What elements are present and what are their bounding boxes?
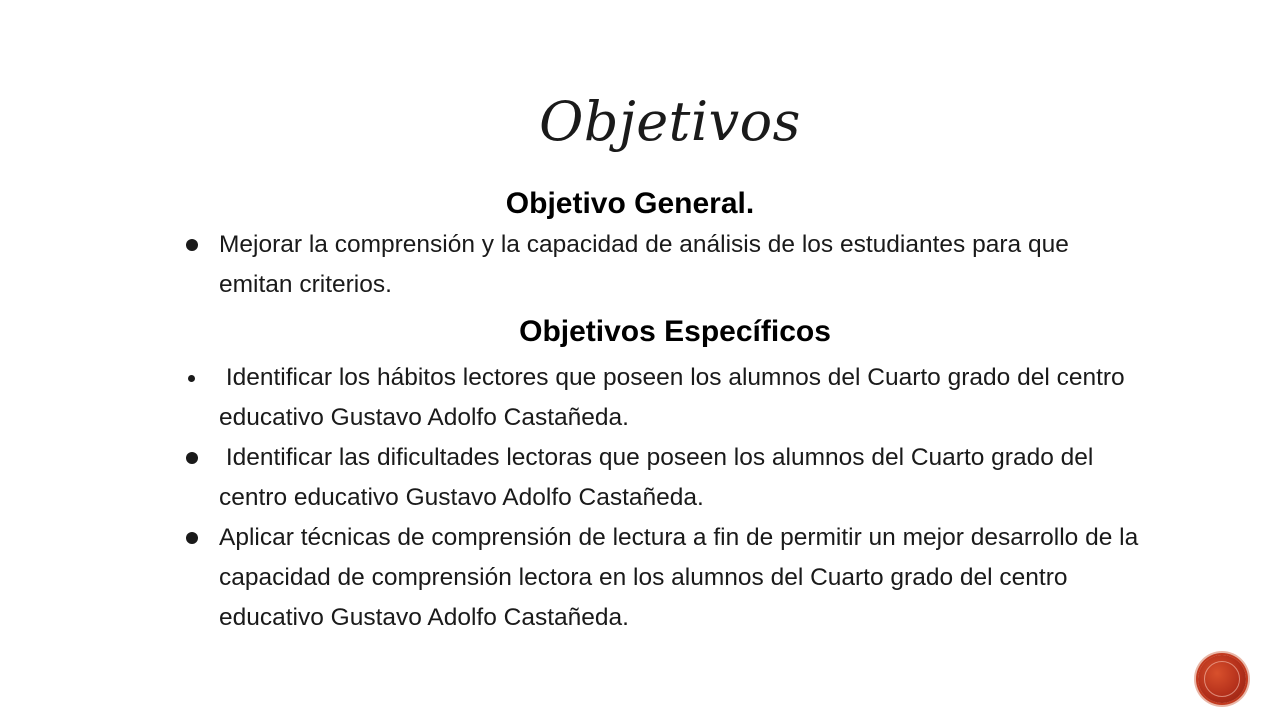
specific-objectives-list [180,358,1140,638]
list-item-text: Mejorar la comprensión y la capacidad de análisis de los estudiantes para que emitan criterios. [219,231,1069,298]
list-item [180,358,1140,438]
list-item-text: Identificar los hábitos lectores que poseen los alumnos del Cuarto grado del centro educativo Gustavo Adolfo Castañeda. [219,364,1132,431]
list-item [180,438,1140,518]
slide-emblem-icon [1198,655,1246,703]
bullet-icon [186,239,198,251]
slide-title: Objetivos [539,90,801,153]
list-item-text: Aplicar técnicas de comprensión de lectura a fin de permitir un mejor desarrollo de la capacidad de comprensión lectora en los alumnos del Cuarto grado del centro educativo Gustavo Adolfo Castañeda. [219,524,1139,631]
specific-objectives-heading: Objetivos Específicos [519,315,831,348]
general-objective-list [180,225,1140,305]
list-item [180,518,1140,638]
bullet-icon [186,532,198,544]
general-objective-heading: Objetivo General. [505,187,755,220]
list-item-text: Identificar las dificultades lectoras que poseen los alumnos del Cuarto grado del centro educativo Gustavo Adolfo Castañeda. [219,444,1101,511]
emblem-ring [1204,661,1240,697]
bullet-icon [188,375,195,382]
bullet-icon [186,452,198,464]
list-item [180,225,1140,305]
